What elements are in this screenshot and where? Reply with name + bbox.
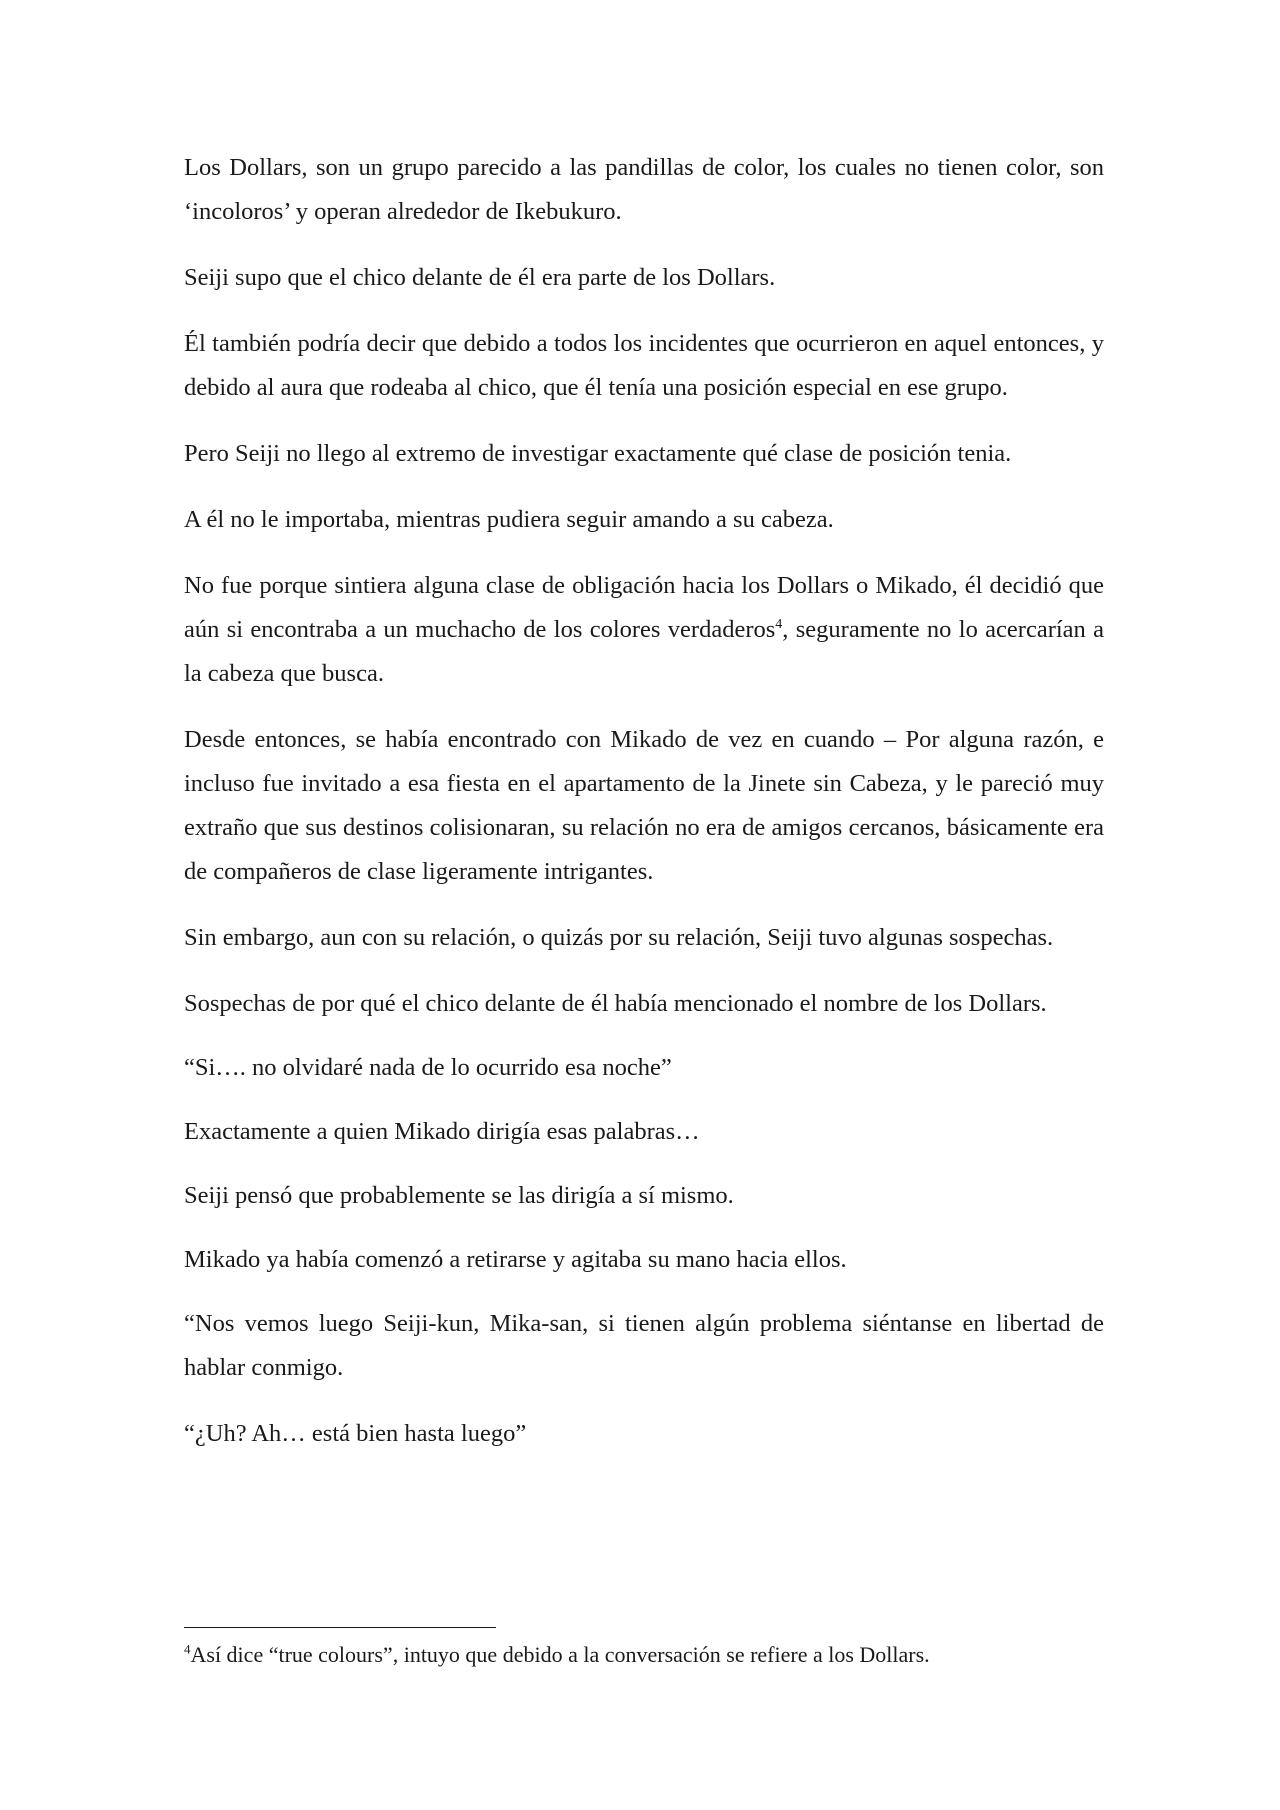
paragraph: Seiji supo que el chico delante de él era parte de los Dollars. — [184, 264, 776, 291]
footnote-reference[interactable]: 4 — [775, 616, 783, 632]
paragraph: Seiji pensó que probablemente se las dirigía a sí mismo. — [184, 1182, 734, 1209]
paragraph: Desde entonces, se había encontrado con Mikado de vez en cuando – Por alguna razón, e incluso fue invitado a esa fiesta en el apartamento de la Jinete sin Cabeza, y le pareció muy extraño que sus destinos colisionaran, su relación no era de amigos cercanos, básicamente era de compañeros de clase ligeramente intrigantes. — [184, 726, 1104, 885]
dialogue-line: “Si…. no olvidaré nada de lo ocurrido esa noche” — [184, 1054, 672, 1081]
dialogue-line: “Nos vemos luego Seiji-kun, Mika-san, si tienen algún problema siéntanse en libertad de hablar conmigo. — [184, 1310, 1104, 1381]
dialogue-line: “¿Uh? Ah… está bien hasta luego” — [184, 1420, 527, 1447]
footnote — [184, 1640, 1104, 1670]
paragraph: Mikado ya había comenzó a retirarse y agitaba su mano hacia ellos. — [184, 1246, 847, 1273]
paragraph: Exactamente a quien Mikado dirigía esas palabras… — [184, 1118, 700, 1145]
paragraph: Pero Seiji no llego al extremo de investigar exactamente qué clase de posición tenia. — [184, 440, 1012, 467]
paragraph: Sin embargo, aun con su relación, o quizás por su relación, Seiji tuvo algunas sospechas. — [184, 924, 1054, 951]
footnote-number: 4 — [184, 1641, 191, 1657]
paragraph: Sospechas de por qué el chico delante de él había mencionado el nombre de los Dollars. — [184, 990, 1047, 1017]
paragraph-text-after: , seguramente no lo acercarían a la cabeza que busca. — [184, 616, 1105, 687]
footnote-text: Así dice “true colours”, intuyo que debido a la conversación se refiere a los Dollars. — [190, 1642, 930, 1667]
footnote-separator — [184, 1627, 496, 1628]
paragraph: Los Dollars, son un grupo parecido a las pandillas de color, los cuales no tienen color, son ‘incoloros’ y operan alrededor de Ikebukuro. — [184, 154, 1104, 225]
paragraph: A él no le importaba, mientras pudiera seguir amando a su cabeza. — [184, 506, 834, 533]
paragraph: Él también podría decir que debido a todos los incidentes que ocurrieron en aquel entonces, y debido al aura que rodeaba al chico, que él tenía una posición especial en ese grupo. — [184, 330, 1104, 401]
paragraph-text-before: No fue porque sintiera alguna clase de obligación hacia los Dollars o Mikado, él decidió que aún si encontraba a un muchacho de los colores verdaderos — [184, 572, 1104, 643]
paragraph-with-footnote-ref — [184, 564, 1104, 696]
document-body — [184, 146, 1104, 1478]
